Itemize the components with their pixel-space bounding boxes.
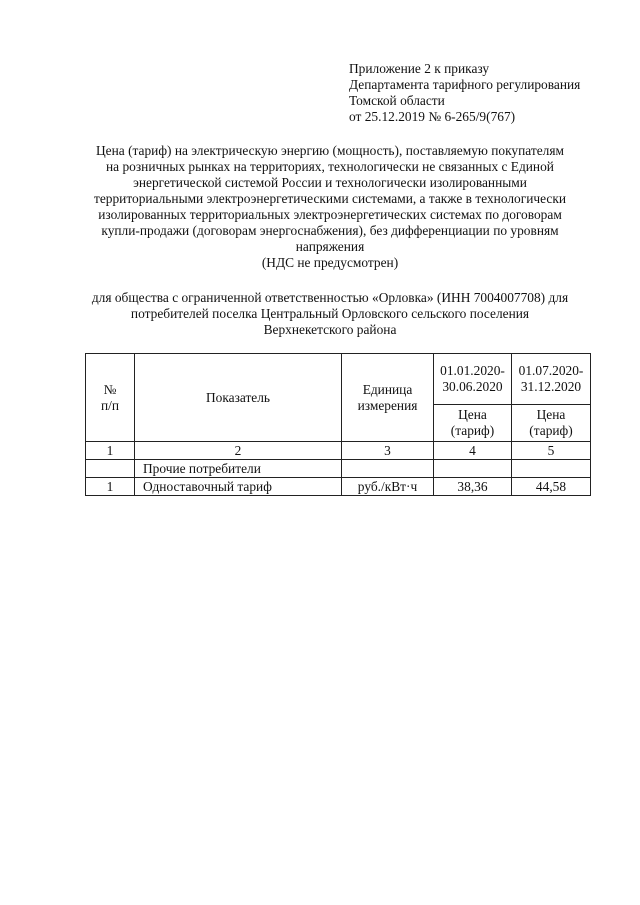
- column-number-row: [86, 442, 591, 460]
- subtitle-line: для общества с ограниченной ответственностью «Орловка» (ИНН 7004007708) для: [91, 290, 569, 305]
- header-period-1: [434, 354, 512, 405]
- header-num-line1: №: [103, 381, 117, 397]
- title-line: на розничных рынках на территориях, технологически не связанных с Единой: [106, 159, 554, 174]
- column-number: 5: [512, 442, 591, 460]
- group-label: Прочие потребители: [135, 460, 342, 478]
- table-row: [86, 478, 591, 496]
- title-line: энергетической системой России и технологически изолированными: [133, 175, 527, 190]
- title-line: купли-продажи (договорам энергоснабжения), без дифференциации по уровням: [101, 223, 559, 238]
- column-number: 2: [135, 442, 342, 460]
- row-indicator: Одноставочный тариф: [135, 478, 342, 496]
- header-unit: [342, 354, 434, 442]
- header-unit-line1: Единица: [362, 381, 413, 397]
- header-period-1-line2: 30.06.2020: [442, 379, 503, 394]
- subtitle-line: Верхнекетского района: [263, 322, 397, 337]
- column-number: 4: [434, 442, 512, 460]
- title-line: Цена (тариф) на электрическую энергию (мощность), поставляемую покупателям: [96, 143, 564, 158]
- appendix-line: Приложение 2 к приказу: [349, 61, 490, 76]
- header-period-2: [512, 354, 591, 405]
- header-price-2-line2: (тариф): [529, 423, 573, 438]
- group-value-cell: [512, 460, 591, 478]
- header-price-1: [434, 405, 512, 442]
- appendix-block: [349, 61, 629, 125]
- title-line: напряжения: [295, 239, 365, 254]
- group-row: [86, 460, 591, 478]
- row-num: 1: [86, 478, 135, 496]
- table-header-row: [86, 354, 591, 405]
- header-price-2: [512, 405, 591, 442]
- subtitle-line: потребителей поселка Центральный Орловского сельского поселения: [130, 306, 530, 321]
- header-unit-line2: измерения: [357, 397, 418, 413]
- title-line: (НДС не предусмотрен): [261, 255, 399, 270]
- group-unit-cell: [342, 460, 434, 478]
- header-num-line2: п/п: [100, 397, 120, 413]
- tariff-table: [85, 353, 591, 496]
- header-num: [86, 354, 135, 442]
- appendix-line: Департамента тарифного регулирования: [349, 77, 581, 92]
- header-period-2-line2: 31.12.2020: [520, 379, 582, 394]
- header-indicator: Показатель: [135, 354, 342, 442]
- document-title: [60, 143, 600, 271]
- appendix-line: Томской области: [349, 93, 445, 108]
- column-number: 3: [342, 442, 434, 460]
- row-unit: руб./кВт·ч: [342, 478, 434, 496]
- header-price-2-line1: Цена: [536, 407, 566, 422]
- document-subtitle: [60, 290, 600, 338]
- appendix-line: от 25.12.2019 № 6-265/9(767): [349, 109, 516, 124]
- row-value-period-2: 44,58: [512, 478, 591, 496]
- title-line: территориальными электроэнергетическими системами, а также в технологически: [93, 191, 567, 206]
- header-period-1-line1: 01.01.2020-: [440, 363, 505, 378]
- column-number: 1: [86, 442, 135, 460]
- header-price-1-line1: Цена: [458, 407, 487, 422]
- group-num-cell: [86, 460, 135, 478]
- group-value-cell: [434, 460, 512, 478]
- header-period-2-line1: 01.07.2020-: [518, 363, 584, 378]
- row-value-period-1: 38,36: [434, 478, 512, 496]
- title-line: изолированных территориальных электроэнергетических системах по договорам: [98, 207, 562, 222]
- header-price-1-line2: (тариф): [450, 423, 495, 438]
